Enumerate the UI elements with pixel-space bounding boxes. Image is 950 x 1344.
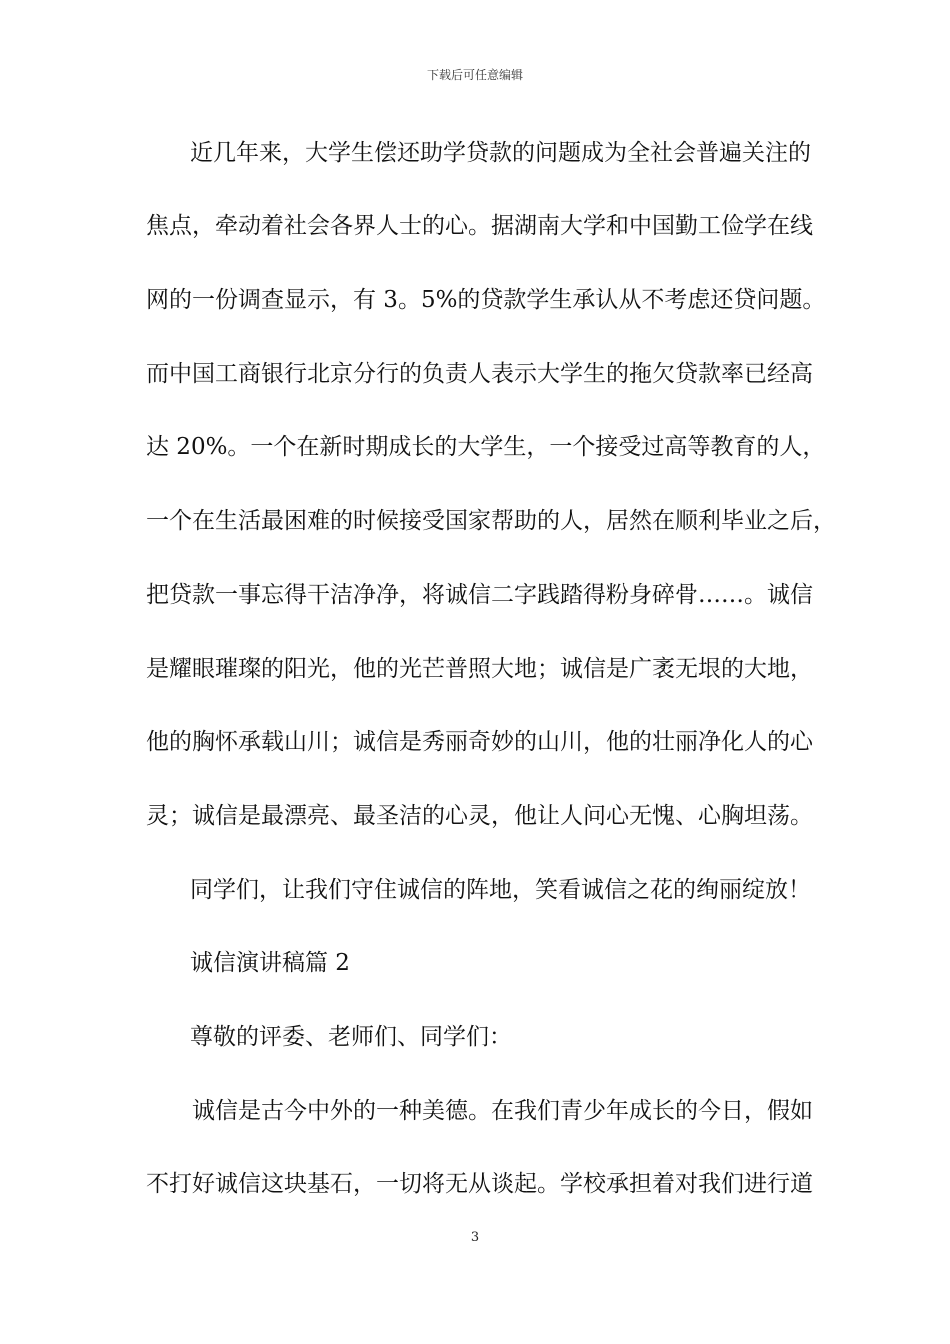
paragraph-line: 他的胸怀承载山川；诚信是秀丽奇妙的山川，他的壮丽净化人的心 bbox=[146, 729, 813, 755]
salutation-line: 尊敬的评委、老师们、同学们： bbox=[190, 1024, 512, 1050]
paragraph-line: 不打好诚信这块基石，一切将无从谈起。学校承担着对我们进行道 bbox=[146, 1171, 813, 1197]
paragraph-line: 是耀眼璀璨的阳光，他的光芒普照大地；诚信是广袤无垠的大地， bbox=[146, 656, 813, 682]
section-heading: 诚信演讲稿篇 2 bbox=[190, 950, 350, 976]
paragraph-line: 近几年来，大学生偿还助学贷款的问题成为全社会普遍关注的 bbox=[190, 140, 811, 166]
page-header: 下载后可任意编辑 bbox=[426, 68, 523, 82]
page-number: 3 bbox=[470, 1230, 480, 1245]
paragraph-line: 灵；诚信是最漂亮、最圣洁的心灵，他让人问心无愧、心胸坦荡。 bbox=[146, 803, 813, 829]
paragraph-line: 一个在生活最困难的时候接受国家帮助的人，居然在顺利毕业之后， bbox=[146, 508, 836, 534]
paragraph-line: 把贷款一事忘得干洁净净，将诚信二字践踏得粉身碎骨……。诚信 bbox=[146, 582, 813, 608]
paragraph-line: 诚信是古今中外的一种美德。在我们青少年成长的今日，假如 bbox=[192, 1098, 813, 1124]
paragraph-line: 网的一份调查显示，有 3。5%的贷款学生承认从不考虑还贷问题。 bbox=[146, 287, 826, 313]
paragraph-line: 达 20%。一个在新时期成长的大学生，一个接受过高等教育的人， bbox=[146, 434, 826, 460]
paragraph-line: 而中国工商银行北京分行的负责人表示大学生的拖欠贷款率已经高 bbox=[146, 361, 813, 387]
paragraph-line: 焦点，牵动着社会各界人士的心。据湖南大学和中国勤工俭学在线 bbox=[146, 213, 813, 239]
paragraph-line: 同学们，让我们守住诚信的阵地，笑看诚信之花的绚丽绽放！ bbox=[190, 877, 811, 903]
